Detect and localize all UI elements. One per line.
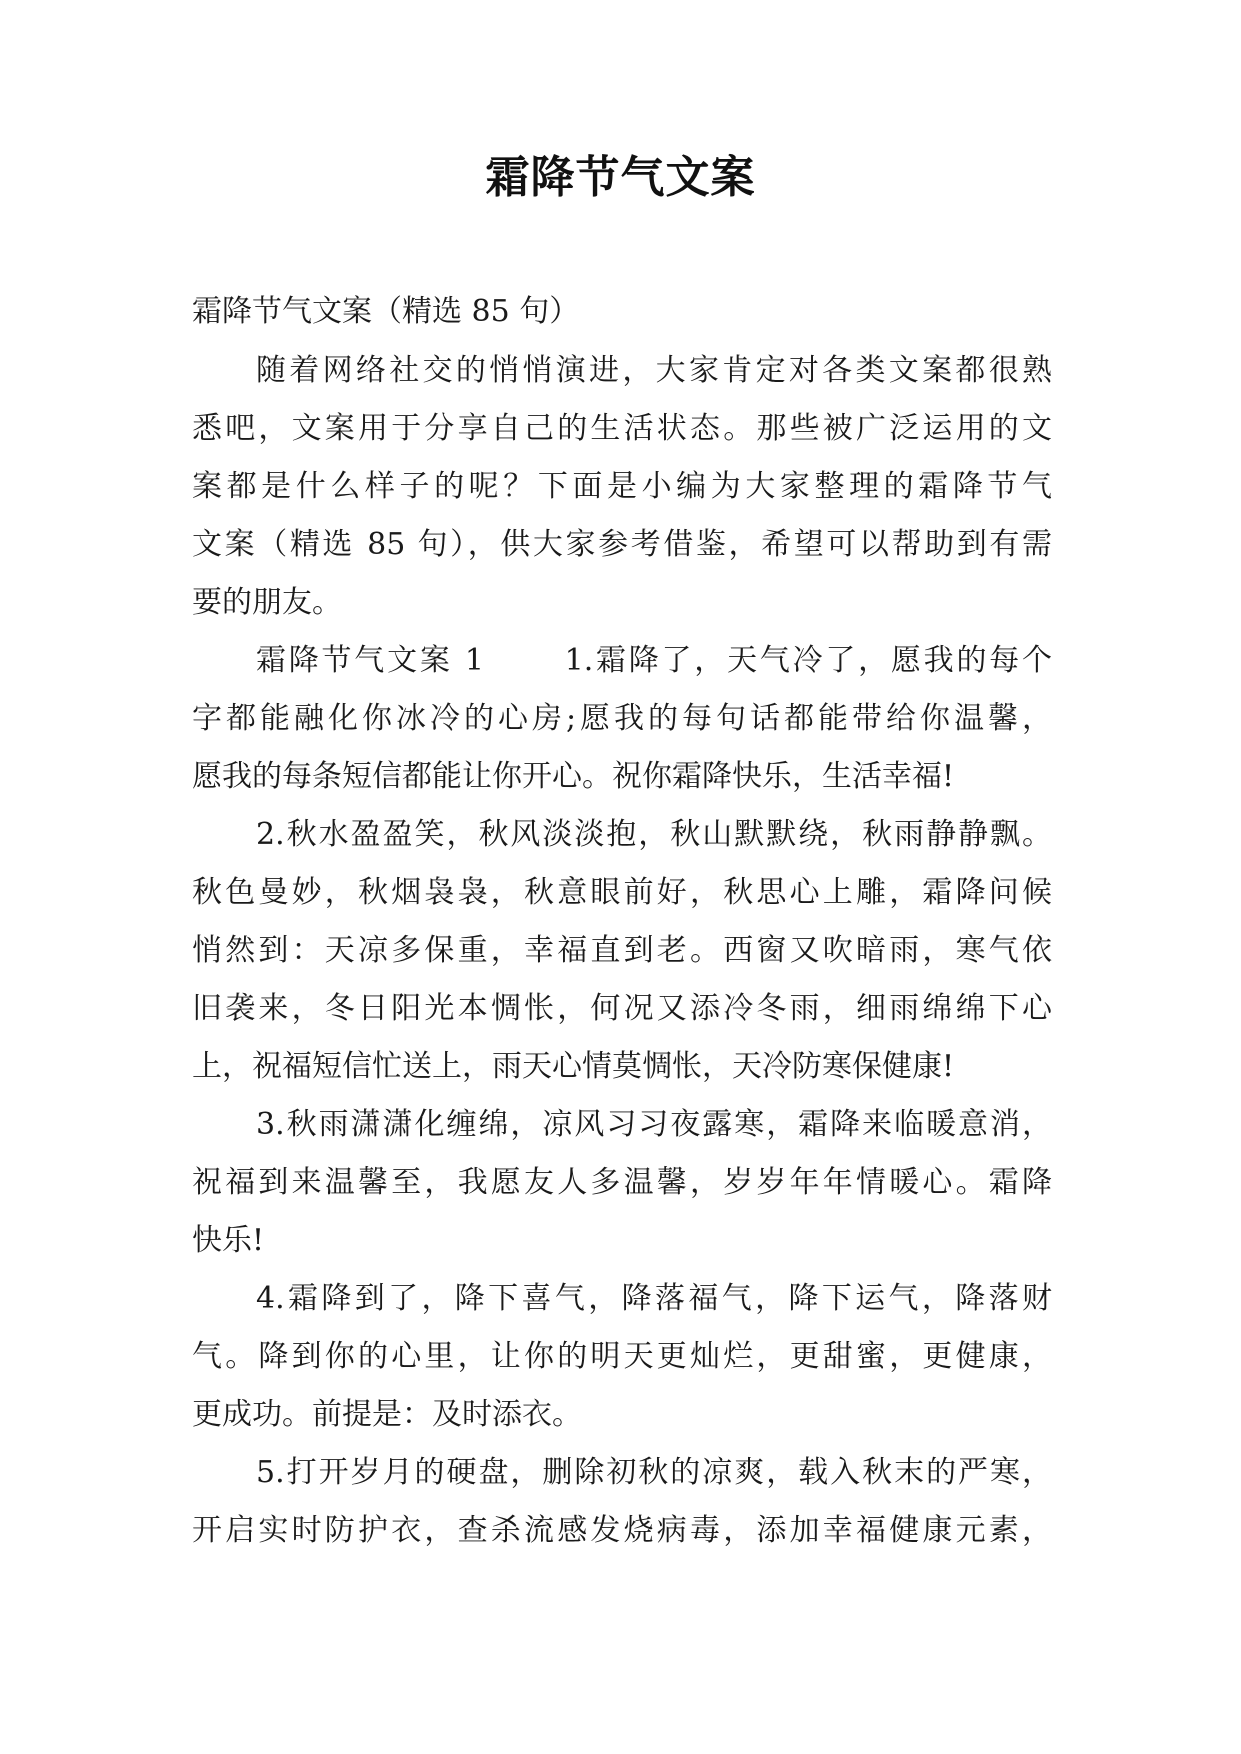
paragraph-line: 2.秋水盈盈笑，秋风淡淡抱，秋山默默绕，秋雨静静飘。: [256, 817, 1052, 852]
paragraph-item-1: [192, 632, 1052, 806]
paragraph-line: 悉吧，文案用于分享自己的生活状态。那些被广泛运用的文: [192, 411, 1052, 446]
paragraph-line: 霜降节气文案 1 1.霜降了，天气冷了，愿我的每个: [256, 643, 1052, 678]
paragraph-line: 秋色曼妙，秋烟袅袅，秋意眼前好，秋思心上雕，霜降问候: [192, 875, 1052, 910]
paragraph-item-2: [192, 806, 1052, 1096]
paragraph-line: 气。降到你的心里，让你的明天更灿烂，更甜蜜，更健康，: [192, 1339, 1052, 1374]
paragraph-line: 3.秋雨潇潇化缠绵，凉风习习夜露寒，霜降来临暖意消，: [256, 1107, 1052, 1142]
document-body: [192, 282, 1052, 1560]
paragraph-item-3: [192, 1096, 1052, 1270]
paragraph-line: 旧袭来，冬日阳光本惆怅，何况又添冷冬雨，细雨绵绵下心: [192, 991, 1052, 1026]
paragraph-line: 字都能融化你冰冷的心房;愿我的每句话都能带给你温馨，: [192, 701, 1052, 736]
paragraph-line: 上，祝福短信忙送上，雨天心情莫惆怅，天冷防寒保健康!: [192, 1049, 955, 1084]
paragraph-line: 要的朋友。: [192, 585, 342, 620]
paragraph-item-4: [192, 1270, 1052, 1444]
paragraph-line: 文案（精选 85 句），供大家参考借鉴，希望可以帮助到有需: [192, 527, 1052, 562]
paragraph-line: 4.霜降到了，降下喜气，降落福气，降下运气，降落财: [256, 1281, 1052, 1316]
paragraph-line: 祝福到来温馨至，我愿友人多温馨，岁岁年年情暖心。霜降: [192, 1165, 1052, 1200]
paragraph-line: 5.打开岁月的硬盘，删除初秋的凉爽，载入秋末的严寒，: [256, 1455, 1052, 1490]
paragraph-intro: [192, 342, 1052, 632]
paragraph-line: 开启实时防护衣，查杀流感发烧病毒，添加幸福健康元素，: [192, 1513, 1052, 1548]
paragraph-line: 快乐!: [192, 1223, 265, 1258]
paragraph-item-5: [192, 1444, 1052, 1560]
paragraph-line: 悄然到：天凉多保重，幸福直到老。西窗又吹暗雨，寒气依: [192, 933, 1052, 968]
document-subtitle: 霜降节气文案（精选 85 句）: [192, 294, 580, 329]
paragraph-line: 更成功。前提是：及时添衣。: [192, 1397, 582, 1432]
paragraph-line: 愿我的每条短信都能让你开心。祝你霜降快乐，生活幸福!: [192, 759, 955, 794]
document-title: 霜降节气文案: [485, 152, 756, 203]
paragraph-line: 案都是什么样子的呢？下面是小编为大家整理的霜降节气: [192, 469, 1052, 504]
paragraph-line: 随着网络社交的悄悄演进，大家肯定对各类文案都很熟: [256, 353, 1052, 388]
